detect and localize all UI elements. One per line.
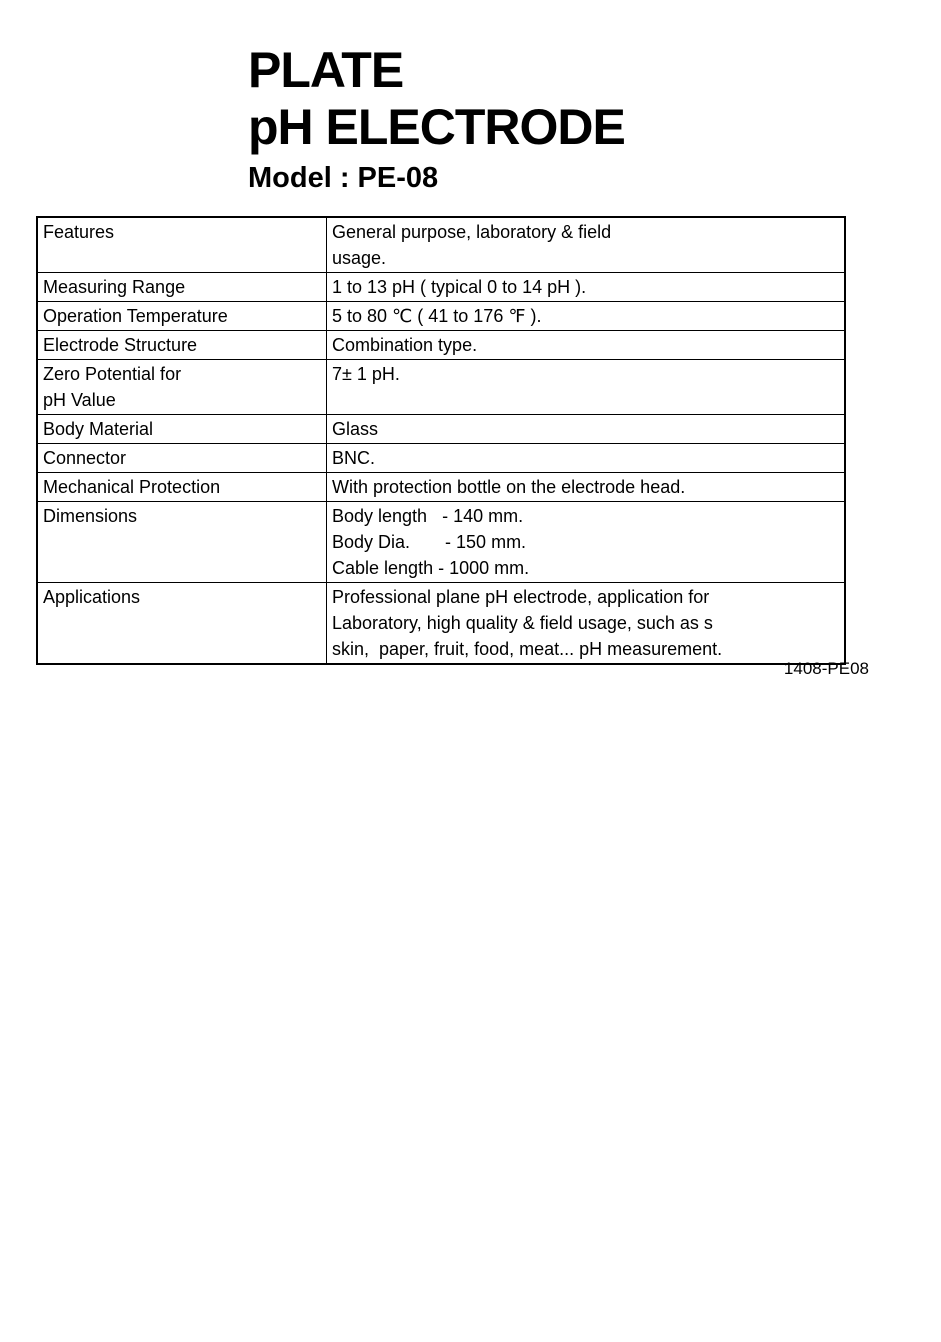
spec-label-line: Zero Potential for [43,364,182,384]
spec-value-line: Professional plane pH electrode, application for [332,587,710,607]
spec-value-line: usage. [332,248,387,268]
spec-value-line: With protection bottle on the electrode head. [332,477,686,497]
spec-value [327,415,846,444]
spec-value-line: General purpose, laboratory & field [332,222,612,242]
spec-value [327,331,846,360]
spec-label [37,302,327,331]
model-number: Model : PE-08 [248,162,439,194]
spec-label [37,444,327,473]
spec-label [37,217,327,273]
spec-label [37,502,327,583]
spec-value [327,360,846,415]
spec-value-line: Cable length - 1000 mm. [332,558,530,578]
spec-table-body [37,217,845,664]
table-row [37,415,845,444]
spec-label [37,415,327,444]
spec-value [327,273,846,302]
table-row [37,360,845,415]
spec-label [37,360,327,415]
document-header [248,42,625,195]
doc-code: 1408-PE08 [783,659,869,678]
spec-label [37,331,327,360]
spec-value-line: 7± 1 pH. [332,364,400,384]
spec-label-line: Connector [43,448,127,468]
spec-label-line: Mechanical Protection [43,477,221,497]
spec-label-line: Body Material [43,419,154,439]
spec-label-line: pH Value [43,390,116,410]
spec-value [327,444,846,473]
spec-value-line: Combination type. [332,335,478,355]
spec-value-line: 1 to 13 pH ( typical 0 to 14 pH ). [332,277,587,297]
table-row [37,302,845,331]
spec-value-line: 5 to 80 ℃ ( 41 to 176 ℉ ). [332,306,542,326]
spec-label [37,473,327,502]
product-title-line1: PLATE [248,42,404,98]
spec-label-line: Features [43,222,115,242]
spec-value-line: Glass [332,419,379,439]
table-row [37,583,845,665]
spec-label-line: Dimensions [43,506,138,526]
spec-label [37,273,327,302]
spec-value [327,583,846,665]
table-row [37,473,845,502]
table-row [37,273,845,302]
spec-value [327,217,846,273]
spec-table [36,216,846,665]
spec-value [327,502,846,583]
product-title-line2: pH ELECTRODE [248,99,625,155]
spec-label-line: Operation Temperature [43,306,228,326]
spec-value-line: Laboratory, high quality & field usage, such as s [332,613,713,633]
spec-value-line: skin, paper, fruit, food, meat... pH measurement. [332,639,723,659]
spec-label [37,583,327,665]
spec-value [327,302,846,331]
spec-label-line: Measuring Range [43,277,186,297]
table-row [37,217,845,273]
spec-value-line: Body length - 140 mm. [332,506,524,526]
spec-value-line: BNC. [332,448,376,468]
table-row [37,502,845,583]
table-row [37,331,845,360]
spec-label-line: Electrode Structure [43,335,198,355]
spec-value [327,473,846,502]
spec-label-line: Applications [43,587,141,607]
spec-value-line: Body Dia. - 150 mm. [332,532,527,552]
table-row [37,444,845,473]
